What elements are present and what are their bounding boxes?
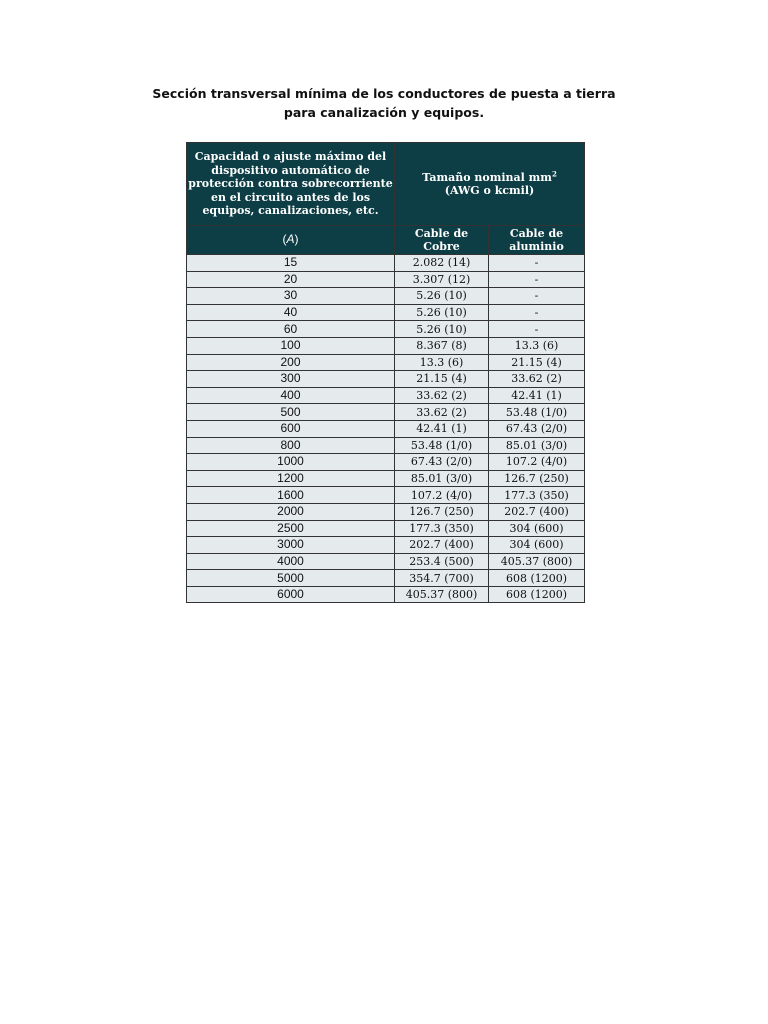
cell-aluminum: - [489, 288, 585, 305]
cell-copper: 33.62 (2) [395, 404, 489, 421]
cell-copper: 2.082 (14) [395, 255, 489, 272]
document-title [120, 84, 648, 122]
cell-aluminum: 53.48 (1/0) [489, 404, 585, 421]
header-capacity: Capacidad o ajuste máximo del dispositivo automático de protección contra sobrecorriente en el circuito antes de los equipos, canalizaciones, etc. [187, 143, 395, 226]
cell-amperes: 4000 [187, 553, 395, 570]
header-amperes: (A) [187, 226, 395, 255]
cell-aluminum: 42.41 (1) [489, 387, 585, 404]
cell-copper: 253.4 (500) [395, 553, 489, 570]
cell-aluminum: - [489, 321, 585, 338]
cell-copper: 8.367 (8) [395, 337, 489, 354]
cell-aluminum: 304 (600) [489, 520, 585, 537]
cell-copper: 3.307 (12) [395, 271, 489, 288]
cell-amperes: 60 [187, 321, 395, 338]
cell-amperes: 600 [187, 420, 395, 437]
cell-aluminum: 608 (1200) [489, 570, 585, 587]
cell-copper: 85.01 (3/0) [395, 470, 489, 487]
cell-copper: 126.7 (250) [395, 503, 489, 520]
table-row [187, 503, 585, 520]
header-nominal-size [395, 143, 585, 226]
table-body [187, 255, 585, 603]
cell-aluminum: 202.7 (400) [489, 503, 585, 520]
cell-aluminum: - [489, 255, 585, 272]
table-row [187, 586, 585, 603]
cell-amperes: 5000 [187, 570, 395, 587]
table-row [187, 404, 585, 421]
table-row [187, 337, 585, 354]
cell-amperes: 400 [187, 387, 395, 404]
cell-amperes: 2500 [187, 520, 395, 537]
cell-aluminum: 177.3 (350) [489, 487, 585, 504]
table-row [187, 288, 585, 305]
cell-amperes: 6000 [187, 586, 395, 603]
header-amp-unit: A [286, 232, 295, 247]
table-row [187, 420, 585, 437]
table-row [187, 321, 585, 338]
cell-amperes: 2000 [187, 503, 395, 520]
cell-amperes: 1600 [187, 487, 395, 504]
grounding-conductor-table [186, 142, 585, 603]
table-row [187, 255, 585, 272]
table-row [187, 371, 585, 388]
cell-aluminum: 107.2 (4/0) [489, 454, 585, 471]
cell-amperes: 30 [187, 288, 395, 305]
cell-amperes: 3000 [187, 537, 395, 554]
header-aluminum-cable: Cable de aluminio [489, 226, 585, 255]
cell-amperes: 200 [187, 354, 395, 371]
cell-copper: 5.26 (10) [395, 304, 489, 321]
cell-aluminum: 85.01 (3/0) [489, 437, 585, 454]
cell-amperes: 300 [187, 371, 395, 388]
cell-aluminum: 608 (1200) [489, 586, 585, 603]
table-header [187, 143, 585, 255]
document-title-line-1: Sección transversal mínima de los conductores de puesta a tierra [152, 86, 616, 101]
cell-copper: 33.62 (2) [395, 387, 489, 404]
table-row [187, 470, 585, 487]
cell-copper: 354.7 (700) [395, 570, 489, 587]
document-title-line-2: para canalización y equipos. [283, 105, 485, 120]
cell-amperes: 500 [187, 404, 395, 421]
cell-copper: 21.15 (4) [395, 371, 489, 388]
header-size-label: Tamaño nominal mm [422, 170, 552, 184]
table-row [187, 553, 585, 570]
table-row [187, 454, 585, 471]
cell-copper: 405.37 (800) [395, 586, 489, 603]
table-row [187, 304, 585, 321]
table-row [187, 354, 585, 371]
cell-amperes: 100 [187, 337, 395, 354]
cell-amperes: 20 [187, 271, 395, 288]
header-copper-cable: Cable de Cobre [395, 226, 489, 255]
cell-copper: 13.3 (6) [395, 354, 489, 371]
cell-copper: 177.3 (350) [395, 520, 489, 537]
cell-aluminum: 67.43 (2/0) [489, 420, 585, 437]
cell-copper: 5.26 (10) [395, 321, 489, 338]
table-row [187, 537, 585, 554]
table-row [187, 487, 585, 504]
table-row [187, 570, 585, 587]
cell-copper: 42.41 (1) [395, 420, 489, 437]
cell-aluminum: - [489, 304, 585, 321]
cell-amperes: 1200 [187, 470, 395, 487]
cell-amperes: 40 [187, 304, 395, 321]
cell-amperes: 1000 [187, 454, 395, 471]
cell-copper: 5.26 (10) [395, 288, 489, 305]
cell-aluminum: 21.15 (4) [489, 354, 585, 371]
table-row [187, 387, 585, 404]
table-row [187, 520, 585, 537]
cell-copper: 67.43 (2/0) [395, 454, 489, 471]
cell-copper: 107.2 (4/0) [395, 487, 489, 504]
cell-aluminum: 405.37 (800) [489, 553, 585, 570]
cell-aluminum: 33.62 (2) [489, 371, 585, 388]
cell-copper: 53.48 (1/0) [395, 437, 489, 454]
cell-aluminum: 304 (600) [489, 537, 585, 554]
cell-amperes: 800 [187, 437, 395, 454]
cell-copper: 202.7 (400) [395, 537, 489, 554]
header-size-superscript: 2 [551, 168, 557, 178]
cell-amperes: 15 [187, 255, 395, 272]
cell-aluminum: 13.3 (6) [489, 337, 585, 354]
table-row [187, 437, 585, 454]
cell-aluminum: 126.7 (250) [489, 470, 585, 487]
table-row [187, 271, 585, 288]
header-size-units: (AWG o kcmil) [444, 184, 535, 197]
cell-aluminum: - [489, 271, 585, 288]
